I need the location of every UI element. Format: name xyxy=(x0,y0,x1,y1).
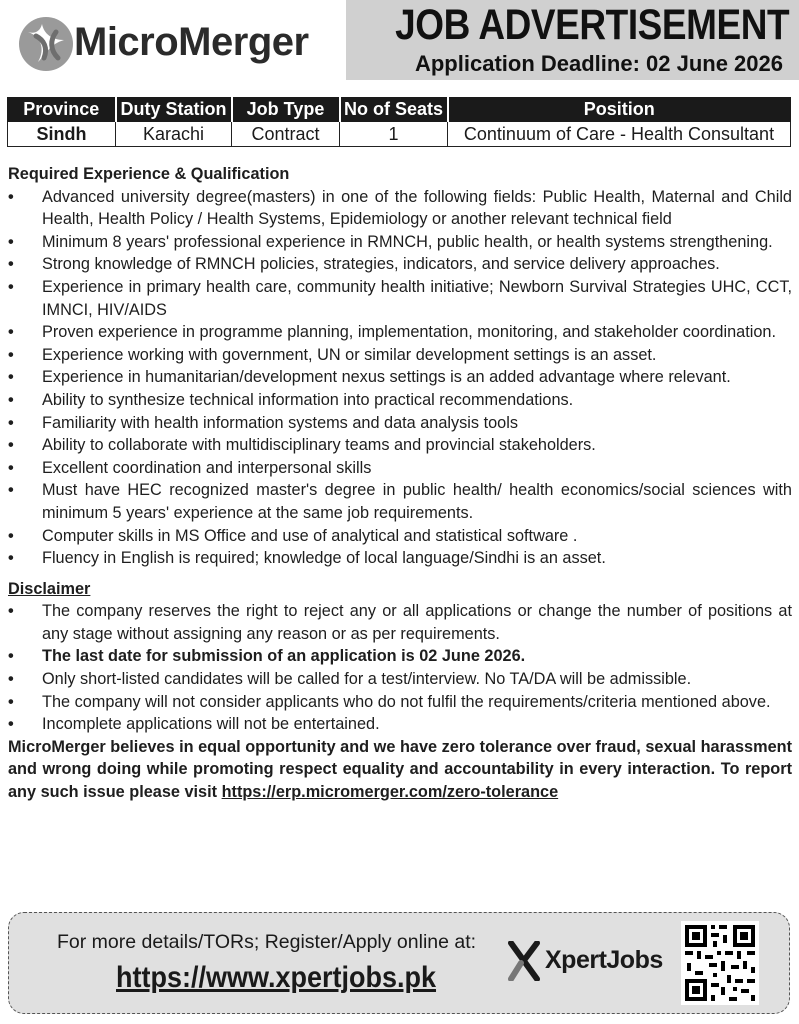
list-item: • Proven experience in programme planning, implementation, monitoring, and stakeholder coordination. xyxy=(8,321,792,344)
zero-tolerance-link[interactable]: https://erp.micromerger.com/zero-tolerance xyxy=(221,783,559,802)
list-item: • Incomplete applications will not be entertained. xyxy=(8,713,792,736)
list-item: • Strong knowledge of RMNCH policies, strategies, indicators, and service delivery approaches. xyxy=(8,253,792,276)
table-header-row xyxy=(8,98,791,122)
list-item: • Familiarity with health information systems and data analysis tools xyxy=(8,412,792,435)
list-item-last-date: • The last date for submission of an application is 02 June 2026. xyxy=(8,645,792,668)
requirements-list xyxy=(8,186,792,570)
list-item: • The company will not consider applicants who do not fulfil the requirements/criteria mentioned above. xyxy=(8,691,792,714)
partner-name: XpertJobs xyxy=(545,946,663,974)
table-row xyxy=(8,122,791,147)
xpertjobs-logo xyxy=(507,941,677,981)
page-title: JOB ADVERTISEMENT xyxy=(394,1,789,49)
column-header-position: Position xyxy=(448,98,791,122)
footer-text: For more details/TORs; Register/Apply online at: xyxy=(57,931,477,953)
list-item: • Experience in primary health care, community health initiative; Newborn Survival Strategies UHC, CCT, IMNCI, HIV/AIDS xyxy=(8,276,792,321)
column-header-duty-station: Duty Station xyxy=(116,98,232,122)
header xyxy=(0,0,799,90)
list-item: • Must have HEC recognized master's degree in public health/ health economics/social sciences with minimum 5 years' experience at the same job requirements. xyxy=(8,479,792,524)
requirements-heading: Required Experience & Qualification xyxy=(8,165,290,183)
disclaimer-heading: Disclaimer xyxy=(8,579,91,598)
micromerger-logo-icon xyxy=(16,14,76,74)
cell-no-of-seats: 1 xyxy=(340,122,448,147)
xpertjobs-logo-icon xyxy=(507,941,541,981)
list-item: • Excellent coordination and interpersonal skills xyxy=(8,457,792,480)
column-header-no-of-seats: No of Seats xyxy=(340,98,448,122)
advertisement-body xyxy=(8,163,792,820)
title-band xyxy=(346,0,799,80)
cell-province: Sindh xyxy=(8,122,116,147)
apply-online-link[interactable]: https://www.xpertjobs.pk xyxy=(116,961,437,994)
list-item: • Advanced university degree(masters) in one of the following fields: Public Health, Maternal and Child Health, Health Policy / Health Systems, Epidemiology or another relevant technical field xyxy=(8,186,792,231)
job-details-table xyxy=(7,97,791,147)
list-item: • Only short-listed candidates will be called for a test/interview. No TA/DA will be admissible. xyxy=(8,668,792,691)
list-item: • The company reserves the right to reject any or all applications or change the number of positions at any stage without assigning any reason or as per requirements. xyxy=(8,600,792,645)
equal-opportunity-text: MicroMerger believes in equal opportunity and we have zero tolerance over fraud, sexual harassment and wrong doing while promoting respect equality and accountability in every interaction. To report any such issue please visit xyxy=(8,737,792,802)
cell-position: Continuum of Care - Health Consultant xyxy=(448,122,791,147)
brand-name: MicroMerger xyxy=(74,20,309,64)
brand-logo xyxy=(16,12,334,76)
list-item: • Computer skills in MS Office and use of analytical and statistical software . xyxy=(8,525,792,548)
application-deadline: Application Deadline: 02 June 2026 xyxy=(414,51,783,76)
list-item: • Experience in humanitarian/development nexus settings is an added advantage where relevant. xyxy=(8,366,792,389)
footer-apply-box xyxy=(8,912,790,1014)
equal-opportunity-statement xyxy=(8,736,792,804)
cell-job-type: Contract xyxy=(232,122,340,147)
column-header-job-type: Job Type xyxy=(232,98,340,122)
cell-duty-station: Karachi xyxy=(116,122,232,147)
list-item: • Minimum 8 years' professional experience in RMNCH, public health, or health systems strengthening. xyxy=(8,231,792,254)
list-item: • Ability to synthesize technical information into practical recommendations. xyxy=(8,389,792,412)
disclaimer-list xyxy=(8,600,792,736)
qr-code-icon[interactable] xyxy=(681,921,759,1005)
list-item: • Fluency in English is required; knowledge of local language/Sindhi is an asset. xyxy=(8,547,792,570)
list-item: • Ability to collaborate with multidisciplinary teams and provincial stakeholders. xyxy=(8,434,792,457)
column-header-province: Province xyxy=(8,98,116,122)
list-item: • Experience working with government, UN or similar development settings is an asset. xyxy=(8,344,792,367)
